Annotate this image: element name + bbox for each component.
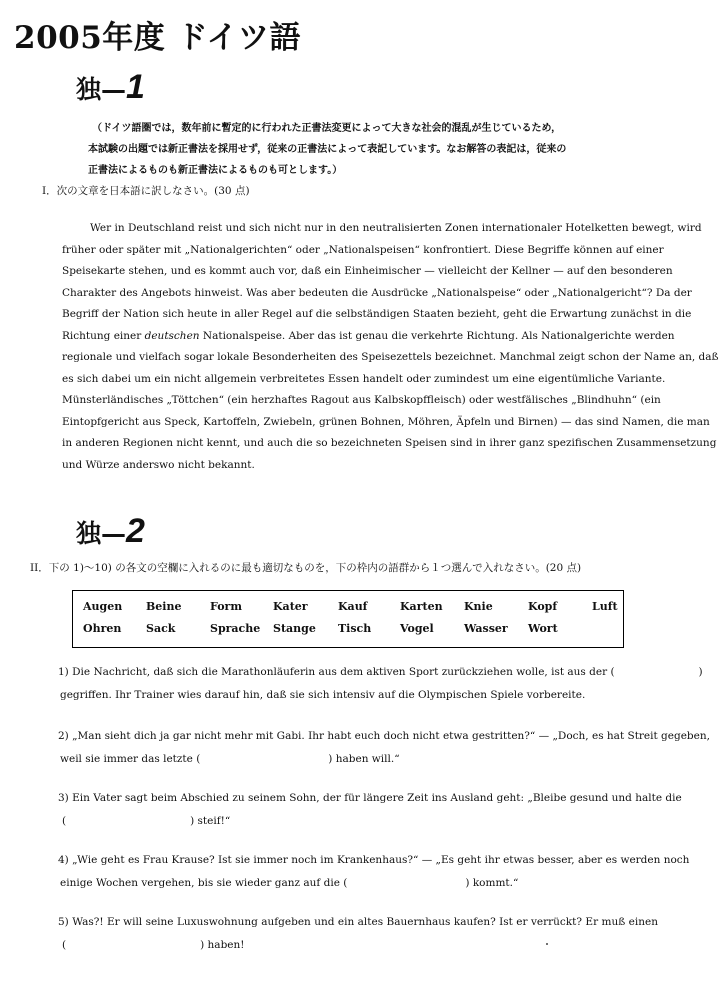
question-line: 3) Ein Vater sagt beim Abschied zu seinem Sohn, der für längere Zeit ins Ausland geht: „Bleibe gesund und halte die	[58, 792, 682, 804]
question-line	[58, 810, 658, 833]
passage-line: Charakter des Angebots hinweist. Was aber bedeuten die Ausdrücke „Nationalspeise“ oder „Nationalgericht“? Da der	[62, 286, 692, 299]
section-2-heading	[76, 512, 145, 551]
section-2-kanji: 独—	[76, 519, 127, 548]
question-text: ) kommt.“	[465, 877, 519, 889]
passage-line: Wer in Deutschland reist und sich nicht nur in den neutralisierten Zonen internationaler Hotelketten bewegt, wird	[90, 222, 702, 234]
passage-line: es sich dabei um ein nicht allgemein verbreitetes Essen handelt oder zumindest um eine eigentümliche Variante.	[62, 372, 666, 385]
word-bank-item: Luft	[592, 600, 618, 613]
question-line	[58, 934, 658, 957]
word-bank-item: Karten	[400, 600, 443, 613]
question-text: ) steif!“	[190, 815, 231, 827]
scan-speck	[546, 943, 548, 945]
section-2-instruction: II．下の 1)～10) の各文の空欄に入れるのに最も適切なものを，下の枠内の語群から１つ選んで入れなさい。(20 点)	[30, 562, 582, 574]
passage-line: Richtung einer deutschen Nationalspeise. Aber das ist genau die verkehrte Richtung. Als Nationalgerichte werden	[62, 329, 675, 342]
word-bank-item: Tisch	[338, 622, 372, 635]
german-passage	[62, 218, 719, 476]
word-bank	[72, 590, 624, 648]
question-line: gegriffen. Ihr Trainer wies darauf hin, daß sie sich intensiv auf die Olympischen Spiele vorbereite.	[60, 689, 586, 701]
section-1-heading	[76, 68, 145, 107]
word-bank-item: Form	[210, 600, 242, 613]
passage-line: und Würze anderswo nicht bekannt.	[62, 458, 255, 471]
question-line	[58, 661, 703, 684]
question-3	[58, 787, 682, 833]
question-text: 1) Die Nachricht, daß sich die Marathonläuferin aus dem aktiven Sport zurückziehen wolle, ist aus der (	[58, 666, 615, 678]
emphasis: deutschen	[144, 329, 200, 342]
passage-line: Speisekarte stehen, und es kommt auch vor, daß ein Einheimischer — vielleicht der Kellner — auf den besonderen	[62, 265, 673, 277]
passage-line: Eintopfgericht aus Speck, Kartoffeln, Zwiebeln, grünen Bohnen, Möhren, Äpfeln und Birnen) — das sind Namen, die man	[62, 415, 710, 428]
word-bank-item: Knie	[464, 600, 493, 613]
word-bank-item: Beine	[146, 600, 182, 613]
question-1	[58, 661, 703, 707]
word-bank-item: Kauf	[338, 600, 368, 613]
section-1-kanji: 独—	[76, 75, 127, 104]
question-5	[58, 911, 658, 957]
orthography-notice	[88, 118, 648, 181]
passage-line: Begriff der Nation sich heute in aller Regel auf die selbständigen Staaten bezieht, geht die Erwartung zunächst in die	[62, 308, 692, 320]
word-bank-item: Stange	[273, 622, 316, 635]
notice-line: 正書法によるものも新正書法によるものも可とします。）	[88, 165, 343, 176]
section-1-instruction: I．次の文章を日本語に訳しなさい。(30 点)	[42, 185, 250, 197]
question-text: (	[62, 939, 67, 951]
section-2-number: 2	[126, 512, 145, 550]
question-text: )	[698, 666, 703, 678]
word-bank-item: Kater	[273, 600, 308, 613]
word-bank-item: Wort	[528, 622, 558, 635]
passage-line: früher oder später mit „Nationalgerichten“ oder „Nationalspeisen“ konfrontiert. Diese Begriffe können auf einer	[62, 243, 664, 256]
question-line: 5) Was?! Er will seine Luxuswohnung aufgeben und ein altes Bauernhaus kaufen? Ist er verrückt? Er muß einen	[58, 916, 658, 928]
question-text: ) haben will.“	[328, 753, 400, 765]
page-title: 2005年度 ドイツ語	[14, 20, 302, 56]
word-bank-item: Vogel	[400, 622, 434, 635]
passage-line: Münsterländisches „Töttchen“ (ein herzhaftes Ragout aus Kalbskopffleisch) oder westfälisches „Blindhuhn“ (ein	[62, 394, 661, 406]
question-line: 4) „Wie geht es Frau Krause? Ist sie immer noch im Krankenhaus?“ — „Es geht ihr etwas besser, aber es werden noch	[58, 854, 690, 866]
question-4	[58, 849, 690, 895]
question-2	[58, 725, 710, 771]
word-bank-item: Kopf	[528, 600, 558, 613]
question-line	[58, 748, 658, 771]
question-text: (	[62, 815, 67, 827]
question-text: weil sie immer das letzte (	[60, 753, 201, 765]
passage-line: in anderen Regionen nicht kennt, und auch die so bezeichneten Speisen sind in ihrer ganz spezifischen Zusammensetzung	[62, 437, 717, 449]
notice-line: （ドイツ語圏では，数年前に暫定的に行われた正書法変更によって大きな社会的混乱が生じているため，	[92, 123, 562, 134]
question-line	[58, 872, 658, 895]
question-text: einige Wochen vergehen, bis sie wieder ganz auf die (	[60, 877, 348, 889]
passage-line: regionale und vielfach sogar lokale Besonderheiten des Speisezettels bezeichnet. Manchmal zeigt schon der Name an, daß	[62, 351, 719, 363]
question-text: ) haben!	[200, 939, 245, 951]
word-bank-item: Sack	[146, 622, 176, 635]
word-bank-item: Wasser	[464, 622, 508, 635]
word-bank-item: Sprache	[210, 622, 261, 635]
section-1-number: 1	[126, 68, 145, 106]
word-bank-item: Augen	[83, 600, 123, 613]
notice-line: 本試験の出題では新正書法を採用せず，従来の正書法によって表記しています。なお解答の表記は，従来の	[88, 144, 567, 155]
question-line: 2) „Man sieht dich ja gar nicht mehr mit Gabi. Ihr habt euch doch nicht etwa gestritten?“ — „Doch, es hat Streit gegeben,	[58, 730, 710, 742]
word-bank-item: Ohren	[83, 622, 122, 635]
